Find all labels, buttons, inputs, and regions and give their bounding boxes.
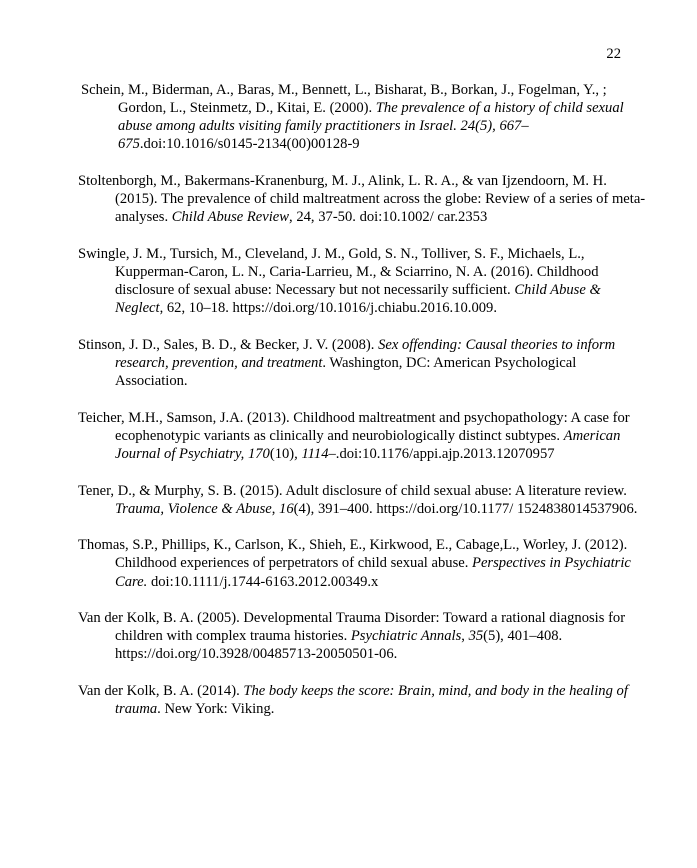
- reference-text: Schein, M., Biderman, A., Baras, M., Bennett, L., Bisharat, B., Borkan, J., Fogelman, Y., ;: [81, 82, 607, 98]
- reference-text: Association.: [115, 373, 188, 389]
- reference-list: [78, 81, 646, 737]
- reference-entry: [78, 682, 638, 718]
- reference-italic-text: The body keeps the score: Brain, mind, and body in the healing of: [243, 683, 628, 700]
- reference-text: , 62, 10–18. https://doi.org/10.1016/j.chiabu.2016.10.009.: [159, 300, 497, 317]
- reference-text: (4), 391–400. https://doi.org/10.1177/ 1524838014537906.: [293, 500, 638, 517]
- reference-italic-text: Journal of Psychiatry, 170: [115, 445, 270, 462]
- reference-text: –.doi:10.1176/appi.ajp.2013.12070957: [328, 445, 555, 462]
- reference-italic-text: Care.: [115, 573, 148, 590]
- reference-text: .doi:10.1016/s0145-2134(00)00128-9: [139, 136, 360, 153]
- reference-text: analyses.: [115, 209, 172, 226]
- reference-text: (10): [269, 445, 295, 462]
- reference-italic-text: 16: [279, 500, 294, 517]
- reference-entry: [78, 336, 638, 390]
- reference-italic-text: Child Abuse Review: [171, 209, 290, 226]
- reference-text: , 24, 37-50. doi:10.1002/ car.2353: [289, 209, 488, 226]
- reference-text: disclosure of sexual abuse: Necessary but not necessarily sufficient.: [115, 282, 515, 299]
- reference-italic-text: Perspectives in Psychiatric: [472, 555, 631, 572]
- reference-italic-text: abuse among adults visiting family practitioners in Israel. 24(5), 667–: [118, 118, 529, 135]
- reference-italic-text: , 1114: [294, 445, 329, 462]
- reference-text: Gordon, L., Steinmetz, D., Kitai, E. (2000).: [118, 100, 376, 117]
- reference-text: Van der Kolk, B. A. (2005). Developmental Trauma Disorder: Toward a rational diagnosis for: [78, 610, 626, 627]
- reference-italic-text: 35: [468, 628, 484, 645]
- reference-text: . Washington, DC: American Psychological: [322, 354, 577, 371]
- reference-text: ,: [271, 500, 280, 517]
- reference-text: Thomas, S.P., Phillips, K., Carlson, K., Shieh, E., Kirkwood, E., Cabage,L., Worley, J. (2012).: [78, 537, 628, 554]
- reference-text: Tener, D., & Murphy, S. B. (2015). Adult disclosure of child sexual abuse: A literature review.: [78, 482, 627, 499]
- reference-italic-text: Neglect: [115, 300, 160, 317]
- page-number: 22: [606, 46, 621, 62]
- reference-entry: [78, 245, 638, 317]
- reference-text: ,: [461, 628, 469, 645]
- reference-text: Stinson, J. D., Sales, B. D., & Becker, J. V. (2008).: [78, 336, 379, 353]
- reference-text: https://doi.org/10.3928/00485713-20050501-06.: [115, 646, 398, 663]
- reference-italic-text: Child Abuse &: [514, 282, 601, 299]
- reference-entry: [78, 172, 646, 226]
- reference-italic-text: American: [563, 427, 621, 444]
- reference-italic-text: Trauma, Violence & Abuse: [115, 500, 272, 517]
- reference-entry: [81, 81, 638, 153]
- reference-text: Kupperman-Caron, L. N., Caria-Larrieu, M., & Sciarrino, N. A. (2016). Childhood: [115, 263, 599, 280]
- reference-italic-text: trauma: [115, 701, 158, 718]
- reference-entry: [78, 609, 638, 663]
- reference-text: Teicher, M.H., Samson, J.A. (2013). Childhood maltreatment and psychopathology: A case for: [78, 409, 630, 426]
- reference-text: ecophenotypic variants as clinically and neurobiologically distinct subtypes.: [115, 427, 564, 444]
- reference-text: Van der Kolk, B. A. (2014).: [78, 683, 244, 700]
- reference-italic-text: 675: [118, 136, 140, 153]
- reference-text: Childhood experiences of perpetrators of child sexual abuse.: [115, 555, 473, 572]
- reference-text: children with complex trauma histories.: [115, 628, 351, 645]
- reference-italic-text: research, prevention, and treatment: [115, 354, 323, 371]
- reference-entry: [78, 536, 638, 590]
- reference-text: doi:10.1111/j.1744-6163.2012.00349.x: [147, 573, 379, 590]
- reference-text: (2015). The prevalence of child maltreatment across the globe: Review of a series of meta-: [115, 191, 646, 208]
- reference-text: Stoltenborgh, M., Bakermans-Kranenburg, M. J., Alink, L. R. A., & van Ijzendoorn, M. H.: [78, 172, 607, 189]
- reference-italic-text: The prevalence of a history of child sexual: [375, 100, 624, 117]
- reference-entry: [78, 409, 638, 463]
- reference-text: (5), 401–408.: [483, 628, 563, 645]
- reference-text: Swingle, J. M., Tursich, M., Cleveland, J. M., Gold, S. N., Tolliver, S. F., Michaels, L.,: [78, 245, 585, 262]
- reference-text: . New York: Viking.: [157, 701, 275, 718]
- reference-italic-text: Sex offending: Causal theories to inform: [378, 336, 616, 353]
- reference-entry: [78, 482, 638, 518]
- reference-italic-text: Psychiatric Annals: [350, 628, 462, 645]
